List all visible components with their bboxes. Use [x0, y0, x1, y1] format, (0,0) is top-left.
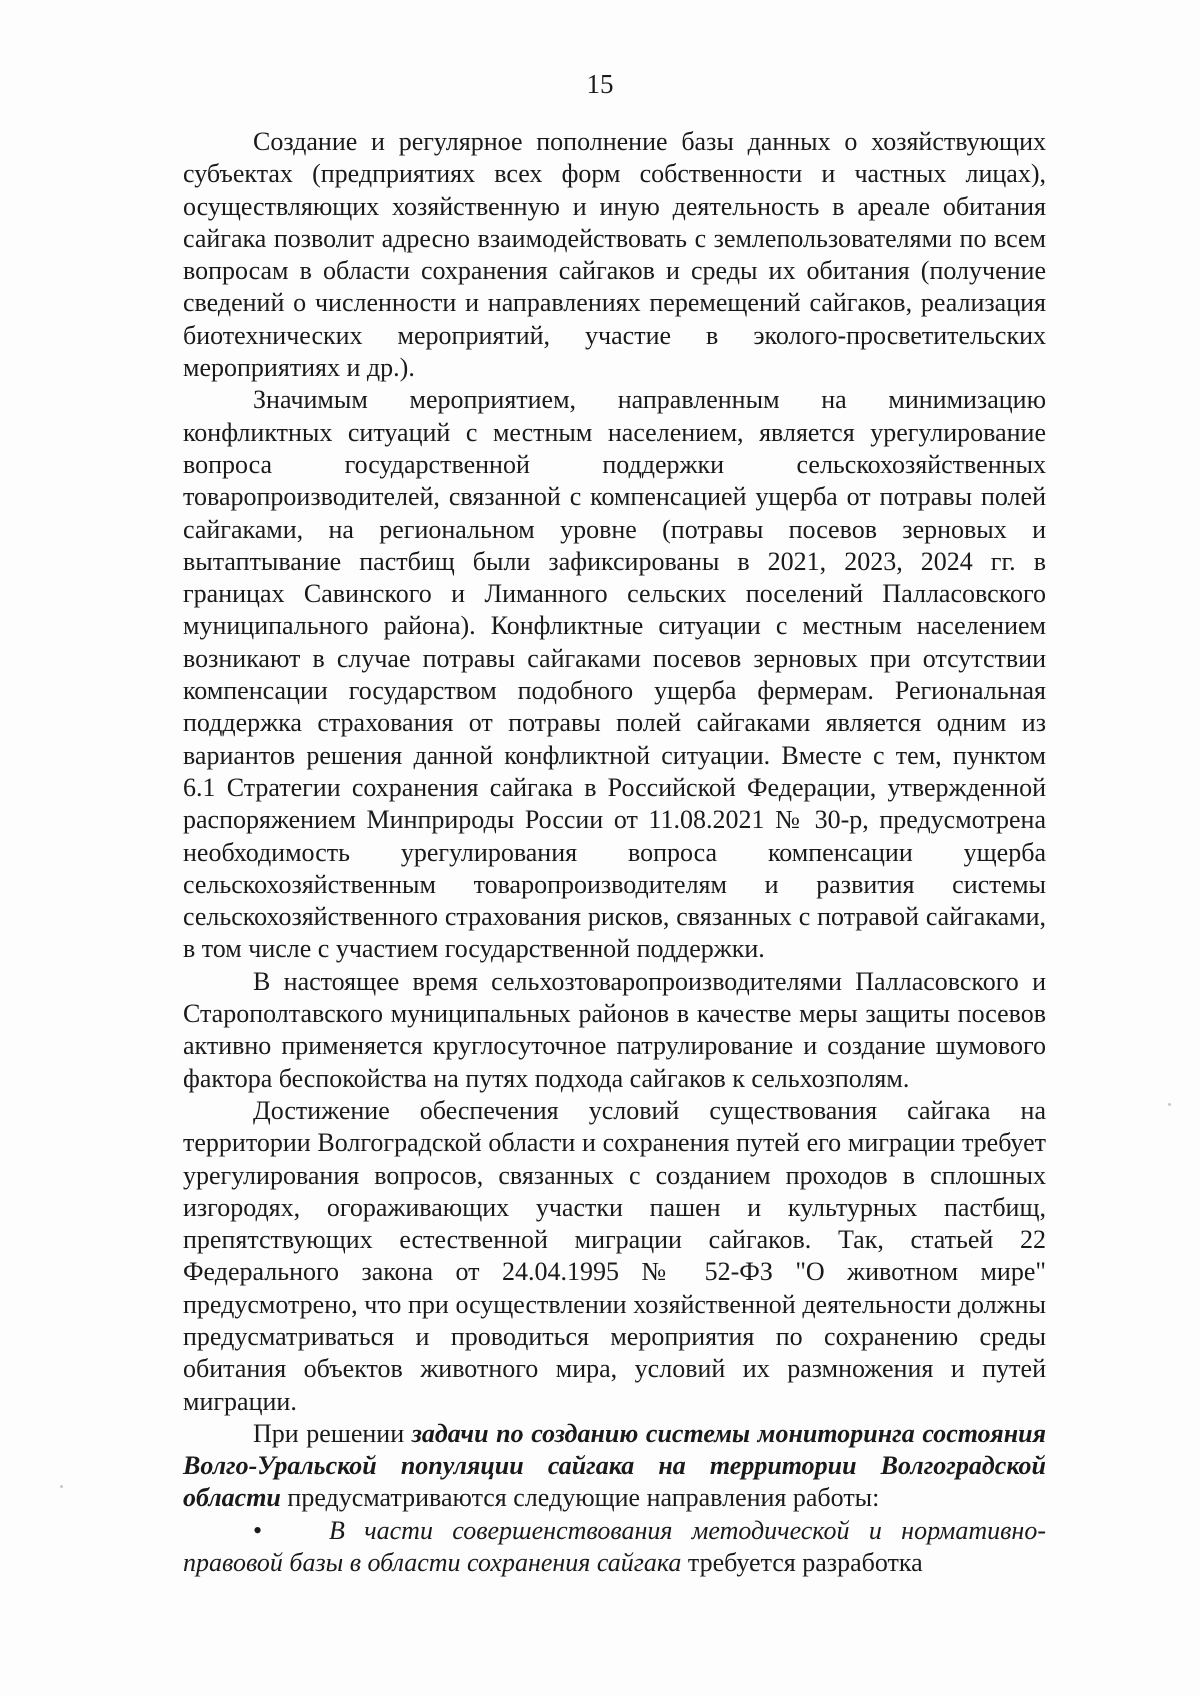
bullet-icon: •	[253, 1515, 263, 1545]
bullet-italic-text: В части совершенствования методической и нормативно-правовой базы в области сохранения сайгака	[183, 1515, 1046, 1578]
task-emphasis-text: задачи по созданию системы мониторинга состояния Волго-Уральской популяции сайгака на территории Волгоградской области	[183, 1418, 1046, 1513]
paragraph-database: Создание и регулярное пополнение базы данных о хозяйствующих субъектах (предприятиях всех форм собственности и частных лицах), осуществляющих хозяйственную и иную деятельность в ареале обитания сайгака позволит адресно взаимодействовать с землепользователями по всем вопросам в области сохранения сайгаков и среды их обитания (получение сведений о численности и направлениях перемещений сайгаков, реализация биотехнических мероприятий, участие в эколого-просветительских мероприятиях и др.).	[183, 127, 1046, 383]
bullet-list-item	[183, 1515, 1046, 1580]
paragraph-patrolling: В настоящее время сельхозтоваропроизводителями Палласовского и Старополтавского муниципальных районов в качестве меры защиты посевов активно применяется круглосуточное патрулирование и создание шумового фактора беспокойства на путях подхода сайгаков к сельхозполям.	[183, 966, 1046, 1093]
bullet-tail-text: требуется разработка	[681, 1548, 923, 1578]
scan-speck	[60, 1485, 63, 1488]
task-lead-text: При решении	[253, 1418, 412, 1448]
scan-speck	[1168, 1103, 1171, 1106]
page-number: 15	[586, 69, 614, 99]
task-tail-text: предусматриваются следующие направления работы:	[280, 1483, 880, 1513]
paragraph-conflict-compensation: Значимым мероприятием, направленным на минимизацию конфликтных ситуаций с местным населением, является урегулирование вопроса государственной поддержки сельскохозяйственных товаропроизводителей, связанной с компенсацией ущерба от потравы полей сайгаками, на региональном уровне (потравы посевов зерновых и вытаптывание пастбищ были зафиксированы в 2021, 2023, 2024 гг. в границах Савинского и Лиманного сельских поселений Палласовского муниципального района). Конфликтные ситуации с местным населением возникают в случае потравы сайгаками посевов зерновых при отсутствии компенсации государством подобного ущерба фермерам. Региональная поддержка страхования от потравы полей сайгаками является одним из вариантов решения данной конфликтной ситуации. Вместе с тем, пунктом 6.1 Стратегии сохранения сайгака в Российской Федерации, утвержденной распоряжением Минприроды России от 11.08.2021 № 30-р, предусмотрена необходимость урегулирования вопроса компенсации ущерба сельскохозяйственным товаропроизводителям и развития системы сельскохозяйственного страхования рисков, связанных с потравой сайгаками, в том числе с участием государственной поддержки.	[183, 385, 1046, 964]
paragraph-monitoring-task	[183, 1418, 1046, 1515]
document-body	[183, 126, 1046, 1579]
paragraph-migration-passages: Достижение обеспечения условий существования сайгака на территории Волгоградской области и сохранения путей его миграции требует урегулирования вопросов, связанных с созданием проходов в сплошных изгородях, огораживающих участки пашен и культурных пастбищ, препятствующих естественной миграции сайгаков. Так, статьей 22 Федерального закона от 24.04.1995 № 52-ФЗ "О животном мире" предусмотрено, что при осуществлении хозяйственной деятельности должны предусматриваться и проводиться мероприятия по сохранению среды обитания объектов животного мира, условий их размножения и путей миграции.	[183, 1095, 1046, 1416]
